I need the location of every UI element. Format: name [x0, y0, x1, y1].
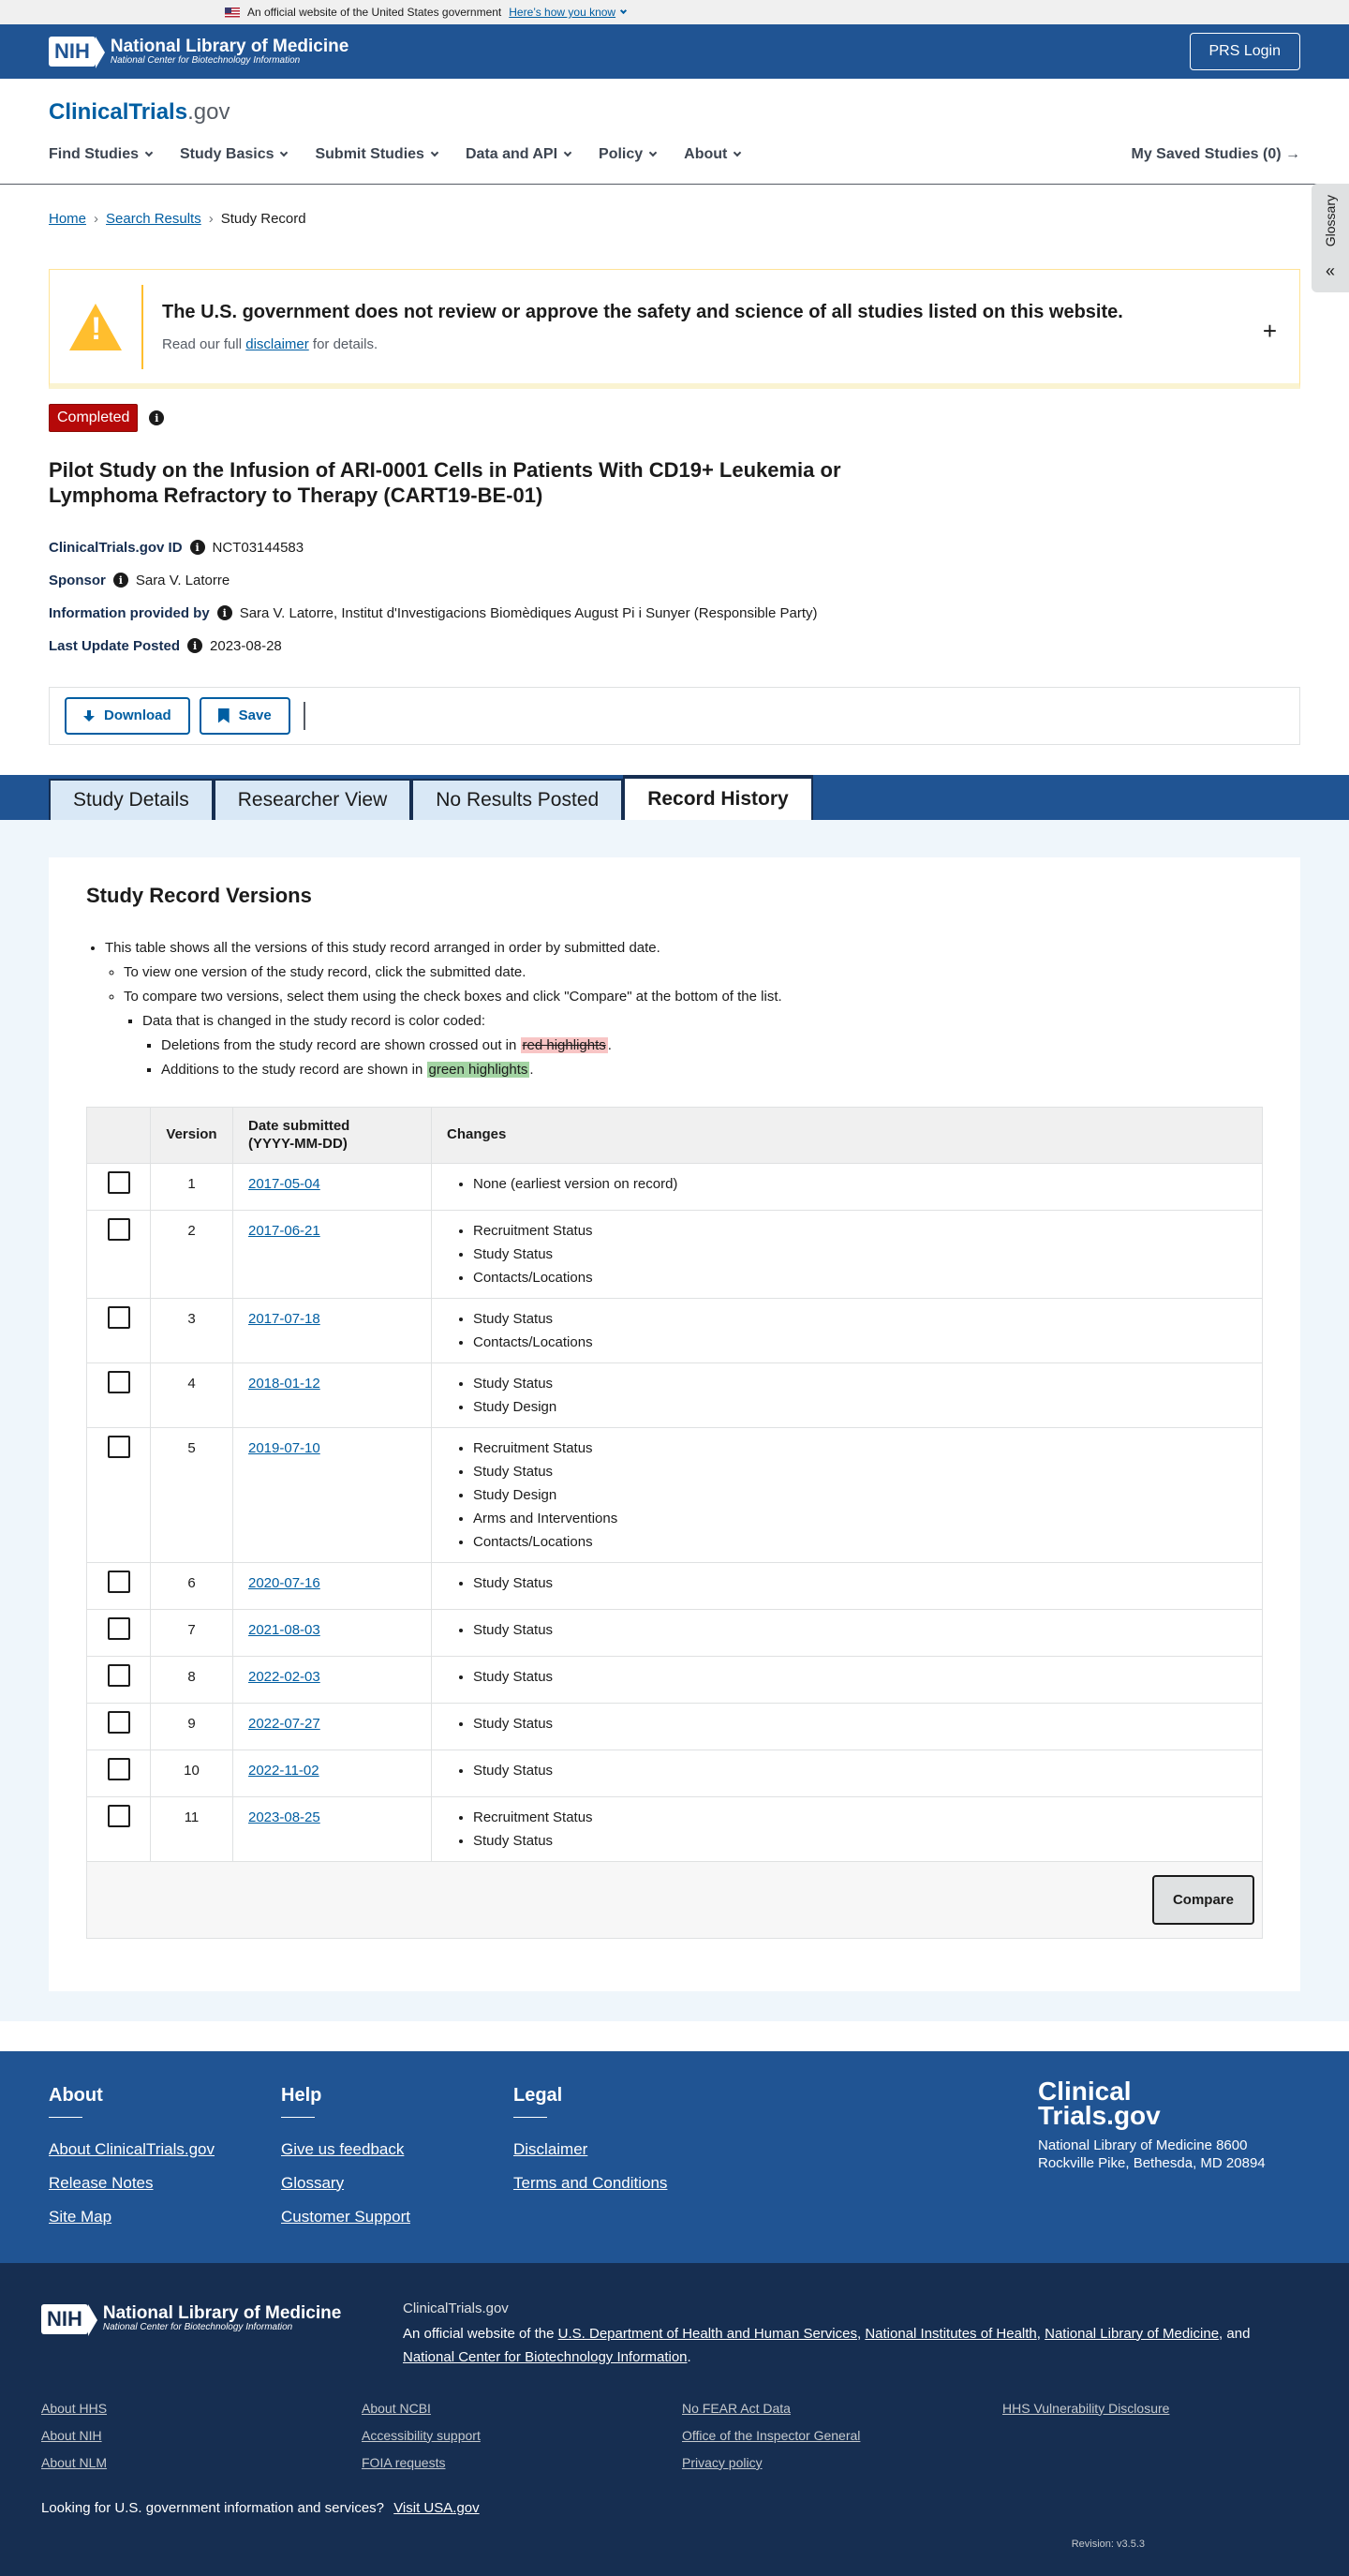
version-number: 1	[151, 1163, 233, 1210]
glossary-tab[interactable]	[1312, 184, 1349, 292]
table-row	[87, 1163, 1263, 1210]
changes-list	[447, 1372, 1247, 1419]
meta-value: Sara V. Latorre, Institut d'Investigacions Biomèdiques August Pi i Sunyer (Responsible Party)	[239, 604, 818, 621]
version-checkbox[interactable]	[108, 1371, 130, 1393]
version-number: 5	[151, 1427, 233, 1562]
changes-list	[447, 1806, 1247, 1853]
changes-list	[447, 1307, 1247, 1354]
nlm-link[interactable]: National Library of Medicine	[1045, 2325, 1220, 2342]
revision: Revision: v3.5.3	[1071, 2538, 1145, 2550]
note: ▪ Additions to the study record are shown in green highlights .	[161, 1058, 1263, 1082]
changes-list	[447, 1618, 1247, 1642]
footer-bottom-link[interactable]: No FEAR Act Data	[682, 2400, 791, 2416]
change-item: • Study Status	[473, 1460, 1247, 1483]
meta-key: ClinicalTrials.gov ID	[49, 539, 183, 556]
meta-row	[49, 630, 1300, 663]
footer-bottom-link-cell	[362, 2428, 682, 2445]
version-checkbox[interactable]	[108, 1617, 130, 1640]
disclaimer-link[interactable]: disclaimer	[245, 335, 309, 352]
version-number: 3	[151, 1298, 233, 1362]
tab-researcher-view[interactable]: Researcher View	[214, 779, 412, 820]
change-item: • Arms and Interventions	[473, 1507, 1247, 1530]
submitted-date-link[interactable]: 2022-11-02	[248, 1762, 319, 1779]
nav-item-study-basics[interactable]: Study Basics	[180, 146, 287, 163]
change-item: • Study Status	[473, 1759, 1247, 1782]
bookmark-icon	[218, 708, 230, 723]
version-number: 11	[151, 1796, 233, 1861]
version-number: 9	[151, 1703, 233, 1750]
version-number: 7	[151, 1609, 233, 1656]
action-bar	[49, 687, 1300, 745]
compare-button[interactable]: Compare	[1152, 1875, 1254, 1925]
instructions	[86, 936, 1263, 1082]
nih-logo[interactable]	[49, 37, 348, 67]
arrow-right-icon: →	[1285, 146, 1300, 162]
main-nav	[49, 126, 1300, 184]
spacer	[1002, 2455, 1323, 2472]
brand-main: ClinicalTrials	[49, 99, 188, 125]
version-checkbox[interactable]	[108, 1758, 130, 1780]
double-chevron-left-icon: «	[1325, 261, 1335, 280]
footer-bottom-link[interactable]: Accessibility support	[362, 2427, 481, 2443]
change-item: • Contacts/Locations	[473, 1266, 1247, 1289]
version-checkbox[interactable]	[108, 1711, 130, 1734]
info-icon[interactable]: i	[190, 540, 205, 555]
my-saved-studies-link[interactable]: My Saved Studies (0) →	[1131, 146, 1300, 162]
table-row	[87, 1427, 1263, 1562]
table-row	[87, 1298, 1263, 1362]
meta-key: Information provided by	[49, 604, 210, 621]
info-icon[interactable]: i	[217, 605, 232, 620]
save-button[interactable]: Save	[200, 697, 290, 735]
note: ▪ Deletions from the study record are shown crossed out in red highlights .	[161, 1034, 1263, 1058]
chevron-right-icon: ›	[94, 210, 99, 227]
col-changes: Changes	[432, 1107, 1263, 1163]
footer-nih-logo[interactable]: NIH National Library of Medicine National Center for Biotechnology Information	[41, 2297, 403, 2342]
heres-how-you-know-link[interactable]: Here’s how you know	[509, 6, 616, 19]
change-item: • Study Status	[473, 1243, 1247, 1266]
ncbi-subtitle: National Center for Biotechnology Information	[110, 54, 301, 66]
alert-title: The U.S. government does not review or approve the safety and science of all studies listed on this website.	[162, 301, 1123, 322]
footer-links	[41, 2401, 1308, 2472]
footer-col-title: Help	[281, 2085, 513, 2118]
version-number: 10	[151, 1750, 233, 1796]
version-checkbox[interactable]	[108, 1171, 130, 1194]
footer-bottom	[0, 2263, 1349, 2576]
footer-bottom-link[interactable]: Privacy policy	[682, 2454, 763, 2470]
nav-item-about[interactable]: About	[684, 146, 740, 163]
footer-bottom-link-cell	[41, 2428, 362, 2445]
changes-list	[447, 1437, 1247, 1554]
version-number: 6	[151, 1562, 233, 1609]
change-item: • Study Design	[473, 1395, 1247, 1419]
footer-bottom-link[interactable]: About NLM	[41, 2454, 108, 2470]
change-item: • Recruitment Status	[473, 1437, 1247, 1460]
version-checkbox[interactable]	[108, 1664, 130, 1687]
info-icon[interactable]: i	[113, 573, 128, 588]
submitted-date-link[interactable]: 2022-02-03	[248, 1668, 320, 1685]
changes-list	[447, 1219, 1247, 1289]
breadcrumb-current: Study Record	[220, 210, 306, 227]
nav-item-data-and-api[interactable]: Data and API	[466, 146, 571, 163]
footer-bottom-link-cell	[682, 2455, 1002, 2472]
change-item: • Study Status	[473, 1712, 1247, 1735]
table-row	[87, 1362, 1263, 1427]
status-badge: Completed	[49, 404, 138, 432]
table-row	[87, 1750, 1263, 1796]
tab-no-results-posted[interactable]: No Results Posted	[411, 779, 623, 820]
tab-study-details[interactable]: Study Details	[49, 779, 214, 820]
footer-address: National Library of Medicine 8600 Rockville Pike, Bethesda, MD 20894	[1038, 2137, 1266, 2171]
us-flag-icon	[225, 7, 240, 18]
footer-bottom-link[interactable]: Office of the Inspector General	[682, 2427, 861, 2443]
info-icon[interactable]: i	[149, 410, 164, 425]
footer-bottom-link-cell	[682, 2428, 1002, 2445]
divider	[304, 702, 305, 730]
footer-bottom-link[interactable]: About NCBI	[362, 2400, 431, 2416]
note: ◦ To compare two versions, select them using the check boxes and click "Compare" at the bottom of the list.	[124, 985, 1263, 1009]
brand-suffix: .gov	[187, 99, 230, 125]
meta-key: Last Update Posted	[49, 637, 181, 654]
note: ▪ Data that is changed in the study record is color coded:	[142, 1009, 1263, 1034]
footer-col-title: About	[49, 2085, 281, 2118]
usa-gov-line: Looking for U.S. government information and services? Visit USA.gov	[41, 2499, 480, 2516]
chevron-down-icon	[431, 149, 438, 156]
submitted-date-link[interactable]: 2020-07-16	[248, 1574, 320, 1591]
footer-top	[0, 2051, 1349, 2263]
footer-bottom-link-cell	[41, 2401, 362, 2418]
submitted-date-link[interactable]: 2021-08-03	[248, 1621, 320, 1638]
download-icon	[83, 710, 95, 722]
note: ◦ To view one version of the study record, click the submitted date.	[124, 960, 1263, 985]
table-row	[87, 1562, 1263, 1609]
table-row	[87, 1703, 1263, 1750]
footer-col-title: Legal	[513, 2085, 746, 2118]
changes-list	[447, 1571, 1247, 1595]
ncbi-link[interactable]: National Center for Biotechnology Information	[403, 2348, 688, 2365]
changes-list	[447, 1172, 1247, 1196]
change-item: • Study Status	[473, 1829, 1247, 1853]
chevron-down-icon	[649, 149, 657, 156]
footer-col-about	[49, 2085, 281, 2226]
section-heading: Study Record Versions	[86, 883, 312, 907]
meta-key: Sponsor	[49, 572, 106, 588]
change-item: • None (earliest version on record)	[473, 1172, 1247, 1196]
disclaimer-alert	[49, 269, 1300, 389]
change-item: • Study Design	[473, 1483, 1247, 1507]
meta-value: Sara V. Latorre	[135, 572, 230, 588]
change-item: • Contacts/Locations	[473, 1331, 1247, 1354]
study-meta	[49, 531, 1300, 663]
deletion-sample: red highlights	[522, 1036, 606, 1053]
site-logo[interactable]	[49, 79, 1300, 126]
site-header	[0, 79, 1349, 185]
changes-list	[447, 1759, 1247, 1782]
study-tabs	[0, 775, 1349, 820]
footer-bottom-link-cell	[362, 2401, 682, 2418]
gov-banner	[0, 0, 1349, 24]
submitted-date-link[interactable]: 2017-05-04	[248, 1175, 320, 1192]
version-checkbox[interactable]	[108, 1436, 130, 1458]
table-row	[87, 1656, 1263, 1703]
submitted-date-link[interactable]: 2023-08-25	[248, 1809, 320, 1825]
col-version: Version	[151, 1107, 233, 1163]
footer-ctg-block	[1038, 2076, 1282, 2172]
download-button[interactable]: Download	[65, 697, 190, 735]
footer-logo[interactable]: Clinical Trials.gov	[1038, 2076, 1161, 2131]
table-row	[87, 1609, 1263, 1656]
info-icon[interactable]: i	[187, 638, 202, 653]
footer-link[interactable]: Give us feedback	[281, 2139, 405, 2158]
table-row	[87, 1210, 1263, 1298]
version-number: 2	[151, 1210, 233, 1298]
col-date: Date submitted (YYYY-MM-DD)	[233, 1107, 432, 1163]
footer-link[interactable]: Release Notes	[49, 2173, 154, 2192]
record-versions-card	[49, 857, 1300, 1991]
version-checkbox[interactable]	[108, 1805, 130, 1827]
footer-col-legal	[513, 2085, 746, 2226]
footer-official-info: ClinicalTrials.gov An official website of the U.S. Department of Health and Human Services, National Institutes of Health, National Library of Medicine, and National Center for Biotechnology Information.	[403, 2300, 1251, 2365]
change-item: • Recruitment Status	[473, 1219, 1247, 1243]
submitted-date-link[interactable]: 2017-06-21	[248, 1222, 320, 1239]
chevron-down-icon	[280, 149, 288, 156]
breadcrumb	[0, 185, 1349, 231]
footer-col-help	[281, 2085, 513, 2226]
footer-link[interactable]: Customer Support	[281, 2207, 410, 2226]
footer-link[interactable]: Terms and Conditions	[513, 2173, 668, 2192]
change-item: • Recruitment Status	[473, 1806, 1247, 1829]
nih-link[interactable]: National Institutes of Health	[865, 2325, 1037, 2342]
change-item: • Study Status	[473, 1372, 1247, 1395]
spacer	[1002, 2428, 1323, 2445]
nav-item-policy[interactable]: Policy	[599, 146, 656, 163]
change-item: • Study Status	[473, 1665, 1247, 1689]
breadcrumb-search-results[interactable]: Search Results	[106, 210, 201, 227]
footer-link[interactable]: Site Map	[49, 2207, 112, 2226]
study-title: Pilot Study on the Infusion of ARI-0001 Cells in Patients With CD19+ Leukemia or Lymphoma Refractory to Therapy (CART19-BE-01)	[49, 458, 841, 507]
change-item: • Study Status	[473, 1571, 1247, 1595]
version-number: 8	[151, 1656, 233, 1703]
content-area	[0, 820, 1349, 2021]
chevron-right-icon: ›	[208, 210, 214, 227]
gov-banner-text: An official website of the United States government	[247, 6, 502, 19]
submitted-date-link[interactable]: 2017-07-18	[248, 1310, 320, 1327]
meta-row	[49, 597, 1300, 630]
footer-bottom-link-cell	[682, 2401, 1002, 2418]
glossary-label: Glossary	[1323, 195, 1338, 247]
meta-value: NCT03144583	[212, 539, 304, 556]
chevron-down-icon	[145, 149, 153, 156]
warning-icon	[69, 304, 122, 350]
footer-bottom-link-cell	[41, 2455, 362, 2472]
expand-plus-icon[interactable]: +	[1262, 317, 1277, 345]
changes-list	[447, 1712, 1247, 1735]
footer-link[interactable]: About ClinicalTrials.gov	[49, 2139, 215, 2158]
prs-login-button[interactable]: PRS Login	[1190, 33, 1301, 70]
footer-bottom-link-cell	[1002, 2401, 1323, 2418]
tab-record-history[interactable]: Record History	[623, 775, 813, 820]
alert-text: Read our full disclaimer for details.	[162, 335, 378, 352]
nih-header	[0, 24, 1349, 79]
hhs-link[interactable]: U.S. Department of Health and Human Services	[557, 2325, 857, 2342]
footer-bottom-link[interactable]: FOIA requests	[362, 2454, 446, 2470]
nav-item-submit-studies[interactable]: Submit Studies	[315, 146, 437, 163]
version-number: 4	[151, 1362, 233, 1427]
meta-value: 2023-08-28	[210, 637, 282, 654]
footer-bottom-link[interactable]: HHS Vulnerability Disclosure	[1002, 2400, 1170, 2416]
chevron-down-icon	[564, 149, 571, 156]
addition-sample: green highlights	[428, 1061, 528, 1078]
submitted-date-link[interactable]: 2022-07-27	[248, 1715, 320, 1732]
version-checkbox[interactable]	[108, 1218, 130, 1241]
note: • This table shows all the versions of this study record arranged in order by submitted date.	[105, 936, 1263, 960]
version-checkbox[interactable]	[108, 1571, 130, 1593]
changes-list	[447, 1665, 1247, 1689]
submitted-date-link[interactable]: 2018-01-12	[248, 1375, 320, 1392]
footer-link[interactable]: Glossary	[281, 2173, 345, 2192]
footer-link[interactable]: Disclaimer	[513, 2139, 588, 2158]
version-checkbox[interactable]	[108, 1306, 130, 1329]
table-row	[87, 1796, 1263, 1861]
nlm-title: National Library of Medicine	[110, 36, 349, 56]
breadcrumb-home[interactable]: Home	[49, 210, 87, 227]
meta-row	[49, 564, 1300, 597]
col-select	[87, 1107, 151, 1163]
change-item: • Study Status	[473, 1618, 1247, 1642]
usa-gov-link[interactable]: Visit USA.gov	[393, 2499, 480, 2516]
footer-bottom-link-cell	[362, 2455, 682, 2472]
nav-item-find-studies[interactable]: Find Studies	[49, 146, 152, 163]
footer-bottom-link[interactable]: About HHS	[41, 2400, 108, 2416]
status-row	[49, 404, 1300, 432]
meta-row	[49, 531, 1300, 564]
footer-bottom-link[interactable]: About NIH	[41, 2427, 102, 2443]
change-item: • Study Status	[473, 1307, 1247, 1331]
chevron-down-icon	[734, 149, 741, 156]
nih-mark: NIH	[49, 37, 96, 67]
versions-table	[86, 1107, 1263, 1939]
change-item: • Contacts/Locations	[473, 1530, 1247, 1554]
submitted-date-link[interactable]: 2019-07-10	[248, 1439, 320, 1456]
chevron-down-icon	[620, 7, 627, 13]
